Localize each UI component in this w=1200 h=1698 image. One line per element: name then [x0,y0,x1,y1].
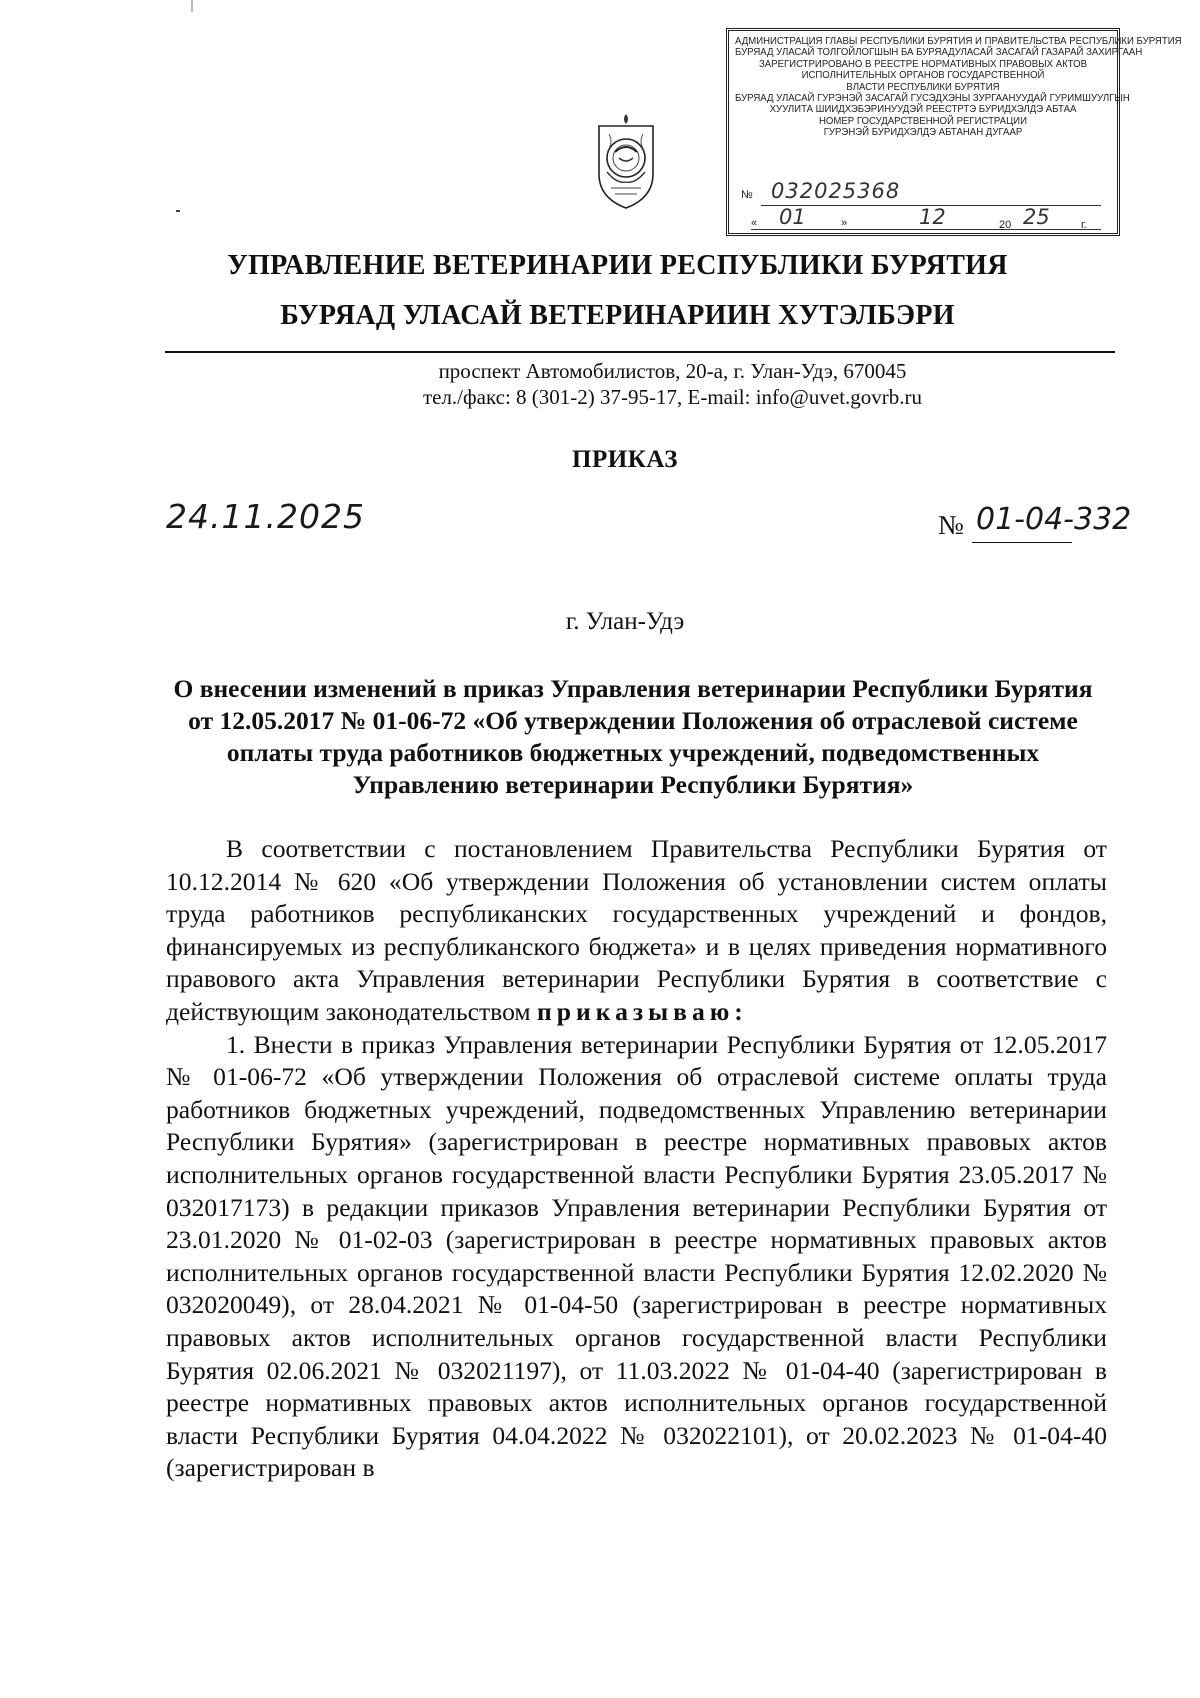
scan-mark [176,210,180,212]
stamp-line: ВЛАСТИ РЕСПУБЛИКИ БУРЯТИЯ [846,81,1000,93]
org-name-russian: УПРАВЛЕНИЕ ВЕТЕРИНАРИИ РЕСПУБЛИКИ БУРЯТИЯ [227,250,1008,281]
document-number-label: № [938,510,964,540]
document-number-handwritten: 01-04-332 [976,502,1132,537]
body-paragraph-text: В соответствии с постановлением Правительства Республики Бурятия от 10.12.2014 № 620 «Об утверждении Положения об установлении систем оплаты труда работников республиканских государственных учреждений и фондов, финансируемых из республиканского бюджета» и в целях приведения нормативного правового акта Управления ветеринарии Республики Бурятия в соответствие с действующим законодательством [166,834,1107,1026]
stamp-line: БУРЯАД УЛАСАЙ ТОЛГОЙЛОГШЫН БА БУРЯАДУЛАСАЙ ЗАСАГАЙ ГАЗАРАЙ ЗАХИРГААН [735,47,1143,59]
order-word: приказываю: [536,996,748,1026]
stamp-date-row [741,207,1107,233]
stamp-line: ГУРЭНЭЙ БУРИДХЭЛДЭ АБТАНАН ДУГААР [823,126,1023,139]
contact-line: тел./факс: 8 (301-2) 37-95-17, E-mail: info@uvet.govrb.ru [422,385,923,409]
stamp-line: ЗАРЕГИСТРИРОВАНО В РЕЕСТРЕ НОРМАТИВНЫХ ПРАВОВЫХ АКТОВ [758,58,1088,71]
document-date-handwritten: 24.11.2025 [166,497,365,536]
body-paragraph [166,833,1107,1029]
body-paragraph: 1. Внести в приказ Управления ветеринарии Республики Бурятия от 12.05.2017 № 01-06-72 «Об утверждении Положения об отраслевой системе оплаты труда работников бюджетных учреждений, подведомственных Управлению ветеринарии Республики Бурятия» (зарегистрирован в реестре нормативных правовых актов исполнительных органов государственной власти Республики Бурятия 23.05.2017 № 032017173) в редакции приказов Управления ветеринарии Республики Бурятия от 23.01.2020 № 01-02-03 (зарегистрирован в реестре нормативных правовых актов исполнительных органов государственной власти Республики Бурятия 12.02.2020 № 032020049), от 28.04.2021 № 01-04-50 (зарегистрирован в реестре нормативных правовых актов исполнительных органов государственной власти Республики Бурятия 02.06.2021 № 032021197), от 11.03.2022 № 01-04-40 (зарегистрирован в реестре нормативных правовых актов исполнительных органов государственной власти Республики Бурятия 04.04.2022 № 032022101), от 20.02.2023 № 01-04-40 (зарегистрирован в [166,1029,1107,1483]
stamp-line: АДМИНИСТРАЦИЯ ГЛАВЫ РЕСПУБЛИКИ БУРЯТИЯ И ПРАВИТЕЛЬСТВА РЕСПУБЛИКИ БУРЯТИЯ [735,35,1182,48]
order-title: О внесении изменений в приказ Управления ветеринарии Республики Бурятия от 12.05.2017 № 01-06-72 «Об утверждении Положения об отраслевой системе оплаты труда работников бюджетных учреждений, подведомственных Управлению ветеринарии Республики Бурятия» [173,674,1093,799]
header-divider [165,351,1115,353]
coat-of-arms-icon [595,112,657,210]
stamp-line: ИСПОЛНИТЕЛЬНЫХ ОРГАНОВ ГОСУДАРСТВЕННОЙ [801,69,1045,82]
document-number-underline [972,542,1072,543]
stamp-number-row [741,179,1101,207]
stamp-month: 12 [919,205,946,229]
scan-mark [191,0,193,12]
stamp-underline [751,229,1101,230]
stamp-registration-number: 032025368 [771,179,901,203]
stamp-quote-close: » [841,217,848,229]
document-number [938,502,1138,546]
document-city: г. Улан-Удэ [565,608,685,635]
stamp-year-prefix: 20 [999,219,1012,231]
document-type: ПРИКАЗ [572,446,678,473]
stamp-line: ХУУЛИТА ШИИДХЭБЭРИНУУДЭЙ РЕЕСТРТЭ БУРИДХЭЛДЭ АБТАА [769,104,1077,116]
address-line: проспект Автомобилистов, 20-а, г. Улан-Удэ, 670045 [438,359,907,383]
stamp-quote-open: « [751,217,758,229]
stamp-number-label: № [741,189,753,201]
stamp-day: 01 [779,205,806,229]
stamp-year-suffix: 25 [1023,205,1050,229]
registration-stamp [726,28,1182,236]
org-name-buryat: БУРЯАД УЛАСАЙ ВЕТЕРИНАРИИН ХУТЭЛБЭРИ [280,300,955,331]
stamp-line: НОМЕР ГОСУДАРСТВЕННОЙ РЕГИСТРАЦИИ [819,115,1027,128]
stamp-year-unit: г. [1081,219,1087,231]
stamp-line: БУРЯАД УЛАСАЙ ГУРЭНЭЙ ЗАСАГАЙ ГУСЭДХЭНЫ ЗУРГААНУУДАЙ ГУРИМШУУЛГЫН [735,92,1130,105]
document-body [166,833,1107,1485]
